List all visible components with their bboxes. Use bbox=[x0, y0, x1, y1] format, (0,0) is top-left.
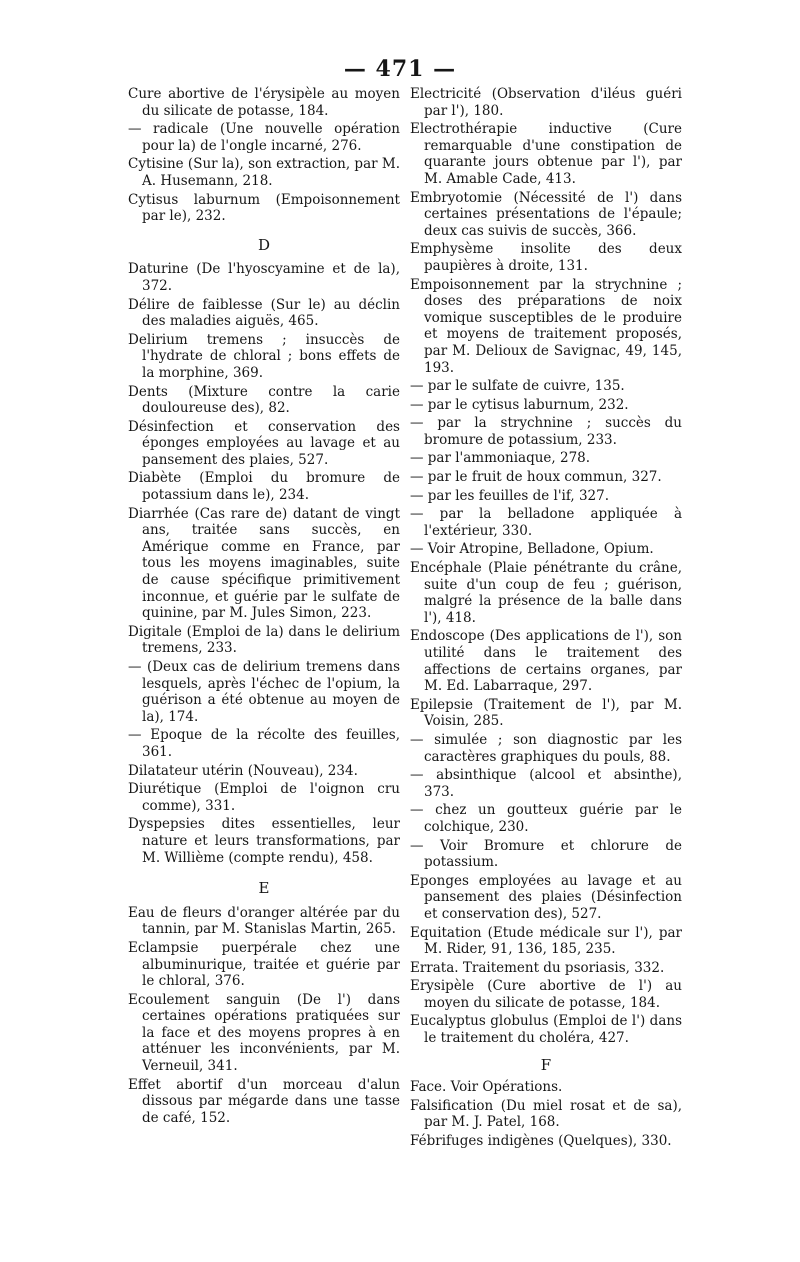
index-entry: Diarrhée (Cas rare de) datant de vingt ans, traitée sans succès, en Amérique comme en France, par tous les moyens imaginables, suite de cause spécifique primitivement inconnue, et guérie par le sulfate de quinine, par M. Jules Simon, 223. bbox=[128, 505, 400, 622]
index-entry: — par les feuilles de l'if, 327. bbox=[410, 487, 610, 504]
index-entry: Digitale (Emploi de la) dans le delirium tremens, 233. bbox=[128, 623, 400, 657]
left-column bbox=[128, 86, 400, 1128]
section-f bbox=[410, 1079, 682, 1149]
index-entry: — par le cytisus laburnum, 232. bbox=[410, 396, 629, 413]
index-entry: Eclampsie puerpérale chez une albuminurique, traitée et guérie par le chloral, 376. bbox=[128, 939, 400, 990]
index-entry: Epilepsie (Traitement de l'), par M. Voisin, 285. bbox=[410, 696, 682, 730]
index-entry: Effet abortif d'un morceau d'alun dissous par mégarde dans une tasse de café, 152. bbox=[128, 1076, 400, 1126]
index-entry: Delirium tremens ; insuccès de l'hydrate de chloral ; bons effets de la morphine, 369. bbox=[128, 331, 400, 381]
page-number: — 471 — bbox=[343, 56, 457, 82]
index-entry: Empoisonnement par la strychnine ; doses des préparations de noix vomique susceptibles de le produire et moyens de traitement proposés, par M. Delioux de Savignac, 49, 145, 193. bbox=[410, 276, 682, 376]
index-entry: Falsification (Du miel rosat et de sa), par M. J. Patel, 168. bbox=[410, 1097, 682, 1131]
letter-heading-d: D bbox=[257, 235, 271, 254]
index-entry: Erysipèle (Cure abortive de l') au moyen du silicate de potasse, 184. bbox=[410, 978, 682, 1011]
index-entry: Electricité (Observation d'iléus guéri par l'), 180. bbox=[410, 86, 682, 119]
index-entry: Diurétique (Emploi de l'oignon cru comme), 331. bbox=[128, 781, 400, 814]
index-entry: Dyspepsies dites essentielles, leur nature et leurs transformations, par M. Willième (compte rendu), 458. bbox=[128, 816, 400, 866]
index-entry: — radicale (Une nouvelle opération pour la) de l'ongle incarné, 276. bbox=[128, 121, 400, 154]
index-entry: — par le sulfate de cuivre, 135. bbox=[410, 378, 625, 395]
index-entry: Cytisine (Sur la), son extraction, par M. A. Husemann, 218. bbox=[128, 156, 400, 189]
index-entry: Endoscope (Des applications de l'), son utilité dans le traitement des affections de certains organes, par M. Ed. Labarraque, 297. bbox=[410, 628, 682, 695]
index-entry: — par la belladone appliquée à l'extérieur, 330. bbox=[410, 506, 682, 539]
index-entry: Désinfection et conservation des éponges employées au lavage et au pansement des plaies, 527. bbox=[128, 418, 400, 468]
index-entry: Ecoulement sanguin (De l') dans certaines opérations pratiquées sur la face et des moyens propres à en atténuer les inconvénients, par M. Verneuil, 341. bbox=[128, 991, 400, 1075]
index-entry: Eau de fleurs d'oranger altérée par du tannin, par M. Stanislas Martin, 265. bbox=[128, 904, 400, 938]
index-entry: — simulée ; son diagnostic par les caractères graphiques du pouls, 88. bbox=[410, 731, 682, 765]
index-entry: Fébrifuges indigènes (Quelques), 330. bbox=[410, 1133, 672, 1150]
index-entry: — par la strychnine ; succès du bromure de potassium, 233. bbox=[410, 415, 682, 448]
index-entry: Equitation (Etude médicale sur l'), par M. Rider, 91, 136, 185, 235. bbox=[410, 924, 682, 958]
index-entry: Electrothérapie inductive (Cure remarquable d'une constipation de quarante jours obtenue par l'), par M. Amable Cade, 413. bbox=[410, 121, 682, 187]
section-d bbox=[128, 261, 400, 866]
index-entry: Face. Voir Opérations. bbox=[410, 1079, 563, 1096]
letter-heading-e: E bbox=[258, 879, 270, 898]
index-entry: Errata. Traitement du psoriasis, 332. bbox=[410, 959, 665, 976]
index-entry: Dents (Mixture contre la carie douloureuse des), 82. bbox=[128, 383, 400, 417]
index-entry: Dilatateur utérin (Nouveau), 234. bbox=[128, 762, 358, 779]
index-entry: Cure abortive de l'érysipèle au moyen du silicate de potasse, 184. bbox=[128, 86, 400, 119]
index-entry: Eponges employées au lavage et au pansement des plaies (Désinfection et conservation des), 527. bbox=[410, 872, 682, 922]
index-entry: — Voir Bromure et chlorure de potassium. bbox=[410, 837, 682, 871]
index-entry: Emphysème insolite des deux paupières à droite, 131. bbox=[410, 241, 682, 274]
index-entry: — par l'ammoniaque, 278. bbox=[410, 450, 591, 467]
section-c-continued bbox=[128, 86, 400, 225]
index-entry: Encéphale (Plaie pénétrante du crâne, suite d'un coup de feu ; guérison, malgré la présence de la balle dans l'), 418. bbox=[410, 560, 682, 626]
letter-heading-f: F bbox=[540, 1055, 552, 1074]
index-entry: Daturine (De l'hyoscyamine et de la), 372. bbox=[128, 261, 400, 294]
right-column bbox=[410, 86, 682, 1152]
index-entry: — Voir Atropine, Belladone, Opium. bbox=[410, 541, 654, 558]
index-entry: — Epoque de la récolte des feuilles, 361. bbox=[128, 727, 400, 760]
index-entry: Embryotomie (Nécessité de l') dans certaines présentations de l'épaule; deux cas suivis de succès, 366. bbox=[410, 189, 682, 239]
section-e-right bbox=[410, 86, 682, 1047]
index-entry: Cytisus laburnum (Empoisonnement par le), 232. bbox=[128, 191, 400, 225]
index-entry: — (Deux cas de delirium tremens dans lesquels, après l'échec de l'opium, la guérison a été obtenue au moyen de la), 174. bbox=[128, 659, 400, 725]
index-entry: — par le fruit de houx commun, 327. bbox=[410, 469, 662, 486]
index-entry: Délire de faiblesse (Sur le) au déclin des maladies aiguës, 465. bbox=[128, 296, 400, 330]
index-entry: Eucalyptus globulus (Emploi de l') dans le traitement du choléra, 427. bbox=[410, 1013, 682, 1047]
index-entry: Diabète (Emploi du bromure de potassium dans le), 234. bbox=[128, 470, 400, 504]
index-entry: — absinthique (alcool et absinthe), 373. bbox=[410, 767, 682, 800]
index-entry: — chez un goutteux guérie par le colchique, 230. bbox=[410, 802, 682, 835]
section-e-left bbox=[128, 905, 400, 1127]
